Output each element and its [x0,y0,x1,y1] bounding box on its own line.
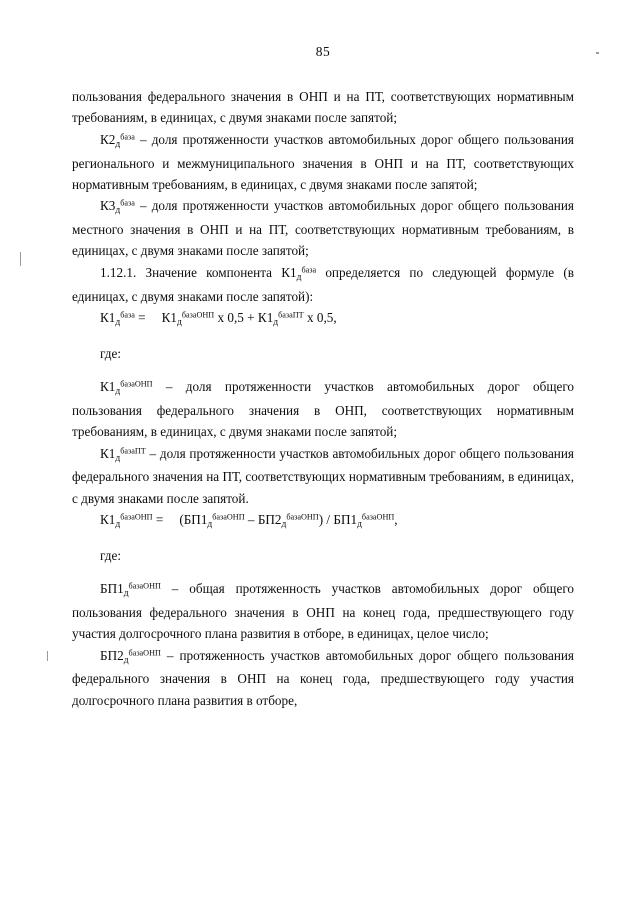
text-run: – доля протяженности участков автомобильных дорог общего пользования регионального и межмуниципального значения в ОНП и на ПТ, соответствующих нормативным требованиям, в единицах, с двумя знаками после запятой; [72,131,574,192]
formula-f1 [72,307,574,331]
text-run: – доля протяженности участков автомобильных дорог общего пользования федерального значения на ПТ, соответствующих нормативным требованиям, в единицах, с двумя знаками после запятой. [72,445,574,506]
paragraph-p3 [72,195,574,262]
paragraph-p4 [72,262,574,307]
text-run: х 0,5, [303,309,337,325]
subscript: д [115,139,121,150]
superscript: база [120,132,135,142]
subscript: д [296,272,302,283]
superscript: база [120,198,135,208]
paragraph-p8 [72,545,574,566]
text-run: пользования федерального значения в ОНП и на ПТ, соответствующих нормативным требованиям, в единицах, с двумя знаками после запятой; [72,89,574,126]
text-run: – доля протяженности участков автомобильных дорог общего пользования местного значения в ОНП и на ПТ, соответствующих нормативным требованиям, в единицах, с двумя знаками после запятой; [72,198,574,259]
text-run: БП1 [100,581,124,597]
text-run: К3 [100,198,116,214]
text-run: – БП2 [244,512,282,527]
subscript: д [115,205,121,216]
text-run: К1 [100,309,116,325]
text-run: где: [100,547,121,563]
text-run: БП2 [100,647,124,663]
text-run: К1 [100,445,116,461]
subscript: д [123,655,129,665]
paragraph-p1 [72,86,574,129]
subscript: д [115,386,121,397]
superscript: базаОНП [212,512,245,522]
paragraph-p7 [72,443,574,510]
subscript: д [177,317,182,328]
text-run: = [134,309,146,325]
document-body [72,86,574,711]
superscript: базаПТ [120,446,146,455]
superscript: базаОНП [120,379,153,389]
subscript: д [207,519,213,530]
superscript: базаОНП [128,581,161,591]
superscript: базаОНП [181,310,215,320]
text-run: определяется по следующей формуле (в единицах, с двумя знаками после запятой): [72,264,574,304]
text-run: К1 [100,512,116,527]
text-run: х 0,5 + К1 [214,309,274,325]
subscript: д [115,519,121,530]
text-run: (БП1 [179,512,208,527]
text-run: – доля протяженности участков автомобильных дорог общего пользования федерального значения в ОНП, соответствующих нормативным требованиям, в единицах, с двумя знаками после запятой; [72,379,574,440]
subscript: д [273,317,279,328]
subscript: д [115,317,121,328]
subscript: д [123,588,129,599]
text-run: ) / БП1 [318,512,358,527]
paragraph-p6 [72,376,574,443]
superscript: базаОНП [120,512,153,522]
page-number: 85 [315,44,331,59]
superscript: базаПТ [278,310,304,320]
text-run: 1.12.1. Значение компонента К1 [100,264,297,280]
text-run: – общая протяженность участков автомобильных дорог общего пользования федерального значения в ОНП на конец года, предшествующего году участия долгосрочного плана развития в отборе, в единицах, целое число; [72,581,574,642]
superscript: база [301,265,317,275]
text-run: = [152,512,164,527]
text-run: К1 [100,379,116,394]
subscript: д [281,519,287,530]
subscript: д [357,519,362,530]
paragraph-p9 [72,578,574,645]
superscript: базаОНП [128,648,161,658]
text-run: , [394,512,398,527]
text-run: где: [100,345,121,361]
text-run: К1 [161,309,177,325]
text-run: К2 [100,131,116,147]
formula-f2 [72,509,574,533]
paragraph-p10 [72,645,574,712]
superscript: базаОНП [361,512,395,522]
superscript: база [120,310,135,320]
text-run: – протяженность участков автомобильных дорог общего пользования федерального значения в ОНП на конец года, предшествующего году участия долгосрочного плана развития в отборе, [72,647,574,708]
paragraph-p2 [72,129,574,196]
superscript: базаОНП [286,512,319,522]
subscript: д [115,452,121,463]
paragraph-p5 [72,343,574,364]
